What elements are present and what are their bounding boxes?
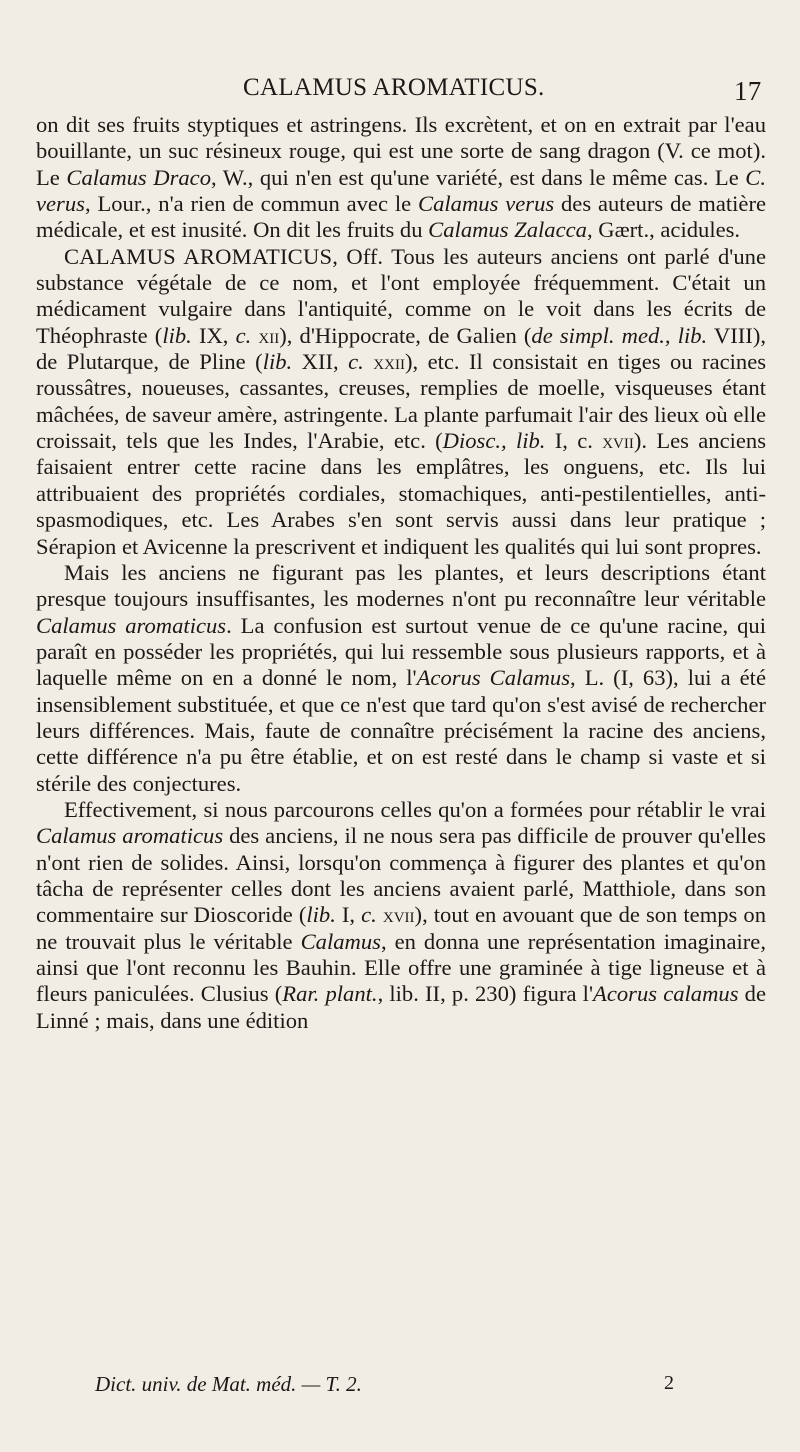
italic-text: c. [235, 322, 252, 348]
roman-numeral: xvii [602, 429, 634, 454]
text-run [364, 349, 373, 374]
text-run: XII, [292, 349, 349, 375]
italic-text: Calamus verus [418, 191, 555, 217]
footer-reference: Dict. univ. de Mat. méd. — T. 2. [95, 1372, 362, 1396]
body-text [36, 112, 766, 1034]
italic-text: Calamus aromaticus [36, 823, 224, 849]
paragraph [36, 112, 766, 244]
text-run: IX, [191, 322, 236, 348]
text-run: ). Les anciens faisaient entrer cette racine dans les emplâtres, les onguens, etc. Ils lui attribuaient des propriétés cordiales, stomachiques, anti-pestilentielles, anti-spasmodiques, etc. Les Arabes s'en sont servis aussi dans leur pratique ; Sérapion et Avicenne la prescrivent et indiquent les qualités qui lui sont propres. [36, 428, 766, 559]
italic-text: Calamus Zalacca [428, 217, 587, 243]
italic-text: c. [348, 349, 364, 375]
text-run: , Off. Tous les auteurs anciens ont parlé d'une substance végétale de ce nom, et l'ont employée fréquemment. C'était un médicament vulgaire dans l'antiquité, comme on le voit dans les écrits de Théophraste ( [36, 243, 766, 348]
text-run: , lib. II, p. 230) figura l' [377, 981, 594, 1007]
italic-text: Calamus aromaticus [36, 612, 227, 638]
italic-text: Acorus Calamus [416, 665, 571, 691]
text-run: des auteurs de matière médicale, et est inusité. On dit les fruits du [36, 191, 766, 243]
running-head [0, 74, 800, 108]
roman-numeral: xii [258, 323, 280, 348]
page-footer [0, 1372, 800, 1402]
paragraph [36, 797, 766, 1034]
italic-text: c. [361, 902, 377, 928]
text-run: Effectivement, si nous parcourons celles qu'on a formées pour rétablir le vrai [64, 796, 766, 822]
text-run: I, [335, 902, 362, 928]
text-run: . La confusion est surtout venue de ce qu'une racine, qui paraît en posséder les propriétés, qui lui ressemble sous plusieurs rapports, et à laquelle même on en a donné le nom, l' [36, 612, 766, 691]
paragraph [36, 560, 766, 797]
italic-text: Acorus calamus [593, 981, 739, 1007]
italic-text: Diosc., lib. [442, 428, 546, 454]
text-run: , Lour., n'a rien de commun avec le [84, 191, 419, 217]
paragraph-calamus-aromaticus [36, 244, 766, 560]
signature-mark: 2 [664, 1372, 674, 1394]
text-run: ), etc. Il consistait en tiges ou racines roussâtres, noueuses, cassantes, creuses, remplies de moelle, visqueuses étant mâchées, de saveur amère, astringente. La plante parfumait l'air des lieux où elle croissait, tels que les Indes, l'Arabie, etc. ( [36, 349, 767, 454]
text-run: , en donna une représentation imaginaire, ainsi que l'ont reconnu les Bauhin. Elle offre une graminée à tige ligneuse et à fleurs paniculées. Clusius ( [36, 928, 766, 1007]
text-run: , L. (I, 63), lui a été insensiblement substituée, et que ce n'est que tard qu'on s'est avisé de rechercher leurs différences. Mais, faute de connaître précisément la racine des anciens, cette différence n'a pu être établie, et on est resté dans le champ si vaste et si stérile des conjectures. [36, 665, 766, 796]
italic-text: lib. [162, 322, 192, 348]
text-run: I, c. [545, 428, 603, 454]
running-title: CALAMUS AROMATICUS. [243, 74, 545, 101]
italic-text: lib. [262, 349, 293, 375]
italic-text: Calamus Draco [66, 164, 211, 190]
text-run: Mais les anciens ne figurant pas les plantes, et leurs descriptions étant presque toujours insuffisantes, les modernes n'ont pu reconnaître leur véritable [36, 559, 766, 612]
italic-text: lib. [306, 902, 336, 928]
roman-numeral: xxii [373, 350, 405, 375]
text-run: on dit ses fruits styptiques et astringens. Ils excrètent, et on en extrait par l'eau bouillante, un suc résineux rouge, qui est une sorte de sang dragon (V. ce mot). Le [36, 112, 766, 190]
text-run: ), tout en avouant que de son temps on ne trouvait plus le véritable [36, 902, 766, 954]
text-run: ), d'Hippocrate, de Galien ( [279, 322, 532, 348]
roman-numeral: xvii [382, 903, 415, 928]
text-run: VIII), de Plutarque, de Pline ( [36, 322, 766, 375]
text-run: , W., qui n'en est qu'une variété, est dans le même cas. Le [211, 164, 746, 190]
page-number: 17 [734, 76, 762, 106]
text-run: , Gært., acidules. [586, 217, 741, 243]
italic-text: Rar. plant. [282, 981, 378, 1007]
text-run: de Linné ; mais, dans une édition [36, 981, 767, 1033]
headword: CALAMUS AROMATICUS [64, 243, 333, 269]
text-run: des anciens, il ne nous sera pas difficile de prouver qu'elles n'ont rien de solides. Ainsi, lorsqu'on commença à figurer des plantes et qu'on tâcha de représenter celles dont les anciens avaient parlé, Matthiole, dans son commentaire sur Dioscoride ( [36, 823, 766, 928]
italic-text: C. verus [36, 164, 766, 217]
italic-text: de simpl. med., lib. [531, 322, 708, 348]
italic-text: Calamus [300, 928, 381, 954]
